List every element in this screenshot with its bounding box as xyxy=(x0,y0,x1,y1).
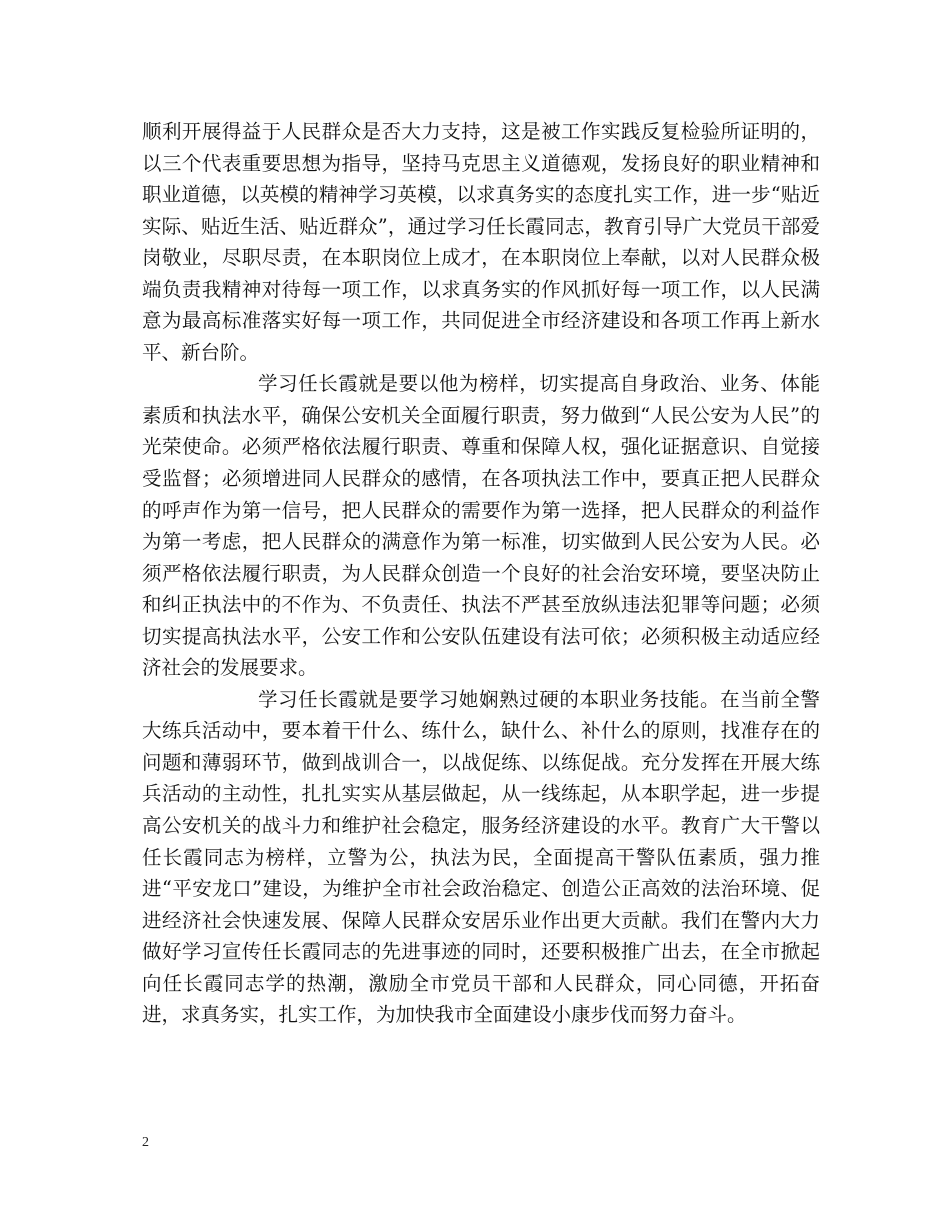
document-body xyxy=(142,116,820,1031)
paragraph-skills: 学习任长霞就是要学习她娴熟过硬的本职业务技能。在当前全警大练兵活动中，要本着干什么、练什么，缺什么、补什么的原则，找准存在的问题和薄弱环节，做到战训合一，以战促练、以练促战。充分发挥在开展大练兵活动的主动性，扎扎实实从基层做起，从一线练起，从本职学起，进一步提高公安机关的战斗力和维护社会稳定，服务经济建设的水平。教育广大干警以任长霞同志为榜样，立警为公，执法为民，全面提高干警队伍素质，强力推进“平安龙口”建设，为维护全市社会政治稳定、创造公正高效的法治环境、促进经济社会快速发展、保障人民群众安居乐业作出更大贡献。我们在警内大力做好学习宣传任长霞同志的先进事迹的同时，还要积极推广出去，在全市掀起向任长霞同志学的热潮，激励全市党员干部和人民群众，同心同德，开拓奋进，求真务实，扎实工作，为加快我市全面建设小康步伐而努力奋斗。 xyxy=(142,687,820,1027)
paragraph-role-model: 学习任长霞就是要以他为榜样，切实提高自身政治、业务、体能素质和执法水平，确保公安机关全面履行职责，努力做到“人民公安为人民”的光荣使命。必须严格依法履行职责、尊重和保障人权，强化证据意识、自觉接受监督；必须增进同人民群众的感情，在各项执法工作中，要真正把人民群众的呼声作为第一信号，把人民群众的需要作为第一选择，把人民群众的利益作为第一考虑，把人民群众的满意作为第一标准，切实做到人民公安为人民。必须严格依法履行职责，为人民群众创造一个良好的社会治安环境，要坚决防止和纠正执法中的不作为、不负责任、执法不严甚至放纵违法犯罪等问题；必须切实提高执法水平，公安工作和公安队伍建设有法可依；必须积极主动适应经济社会的发展要求。 xyxy=(142,372,820,680)
paragraph-continuation: 顺利开展得益于人民群众是否大力支持，这是被工作实践反复检验所证明的，以三个代表重要思想为指导，坚持马克思主义道德观，发扬良好的职业精神和职业道德，以英模的精神学习英模，以求真务实的态度扎实工作，进一步“贴近实际、贴近生活、贴近群众”，通过学习任长霞同志，教育引导广大党员干部爱岗敬业，尽职尽责，在本职岗位上成才，在本职岗位上奉献，以对人民群众极端负责我精神对待每一项工作，以求真务实的作风抓好每一项工作，以人民满意为最高标准落实好每一项工作，共同促进全市经济建设和各项工作再上新水平、新台阶。 xyxy=(142,120,820,364)
page-number: 2 xyxy=(142,1135,149,1150)
